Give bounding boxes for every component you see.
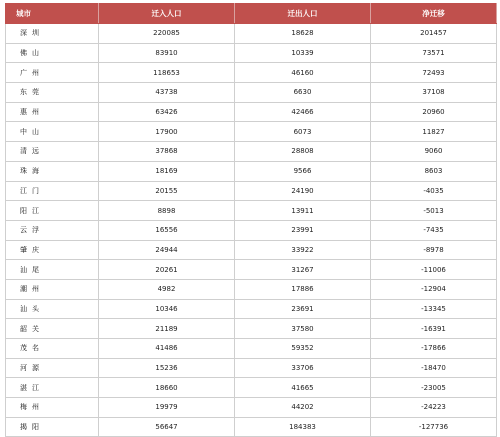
table-header <box>6 4 497 24</box>
net-cell: -7435 <box>371 220 497 240</box>
city-cell: 佛山 <box>6 43 99 63</box>
out-cell: 6073 <box>235 122 371 142</box>
out-cell: 10339 <box>235 43 371 63</box>
table-row <box>6 417 497 437</box>
in-cell: 24944 <box>99 240 235 260</box>
net-cell: 9060 <box>371 142 497 162</box>
in-cell: 15236 <box>99 358 235 378</box>
out-cell: 44202 <box>235 398 371 418</box>
city-cell: 韶关 <box>6 319 99 339</box>
table-row <box>6 398 497 418</box>
in-cell: 8898 <box>99 201 235 221</box>
out-cell: 31267 <box>235 260 371 280</box>
city-cell: 惠州 <box>6 102 99 122</box>
out-cell: 23691 <box>235 299 371 319</box>
table-body <box>6 24 497 437</box>
header-row <box>6 4 497 24</box>
in-cell: 220085 <box>99 24 235 44</box>
net-cell: 37108 <box>371 83 497 103</box>
out-cell: 46160 <box>235 63 371 83</box>
city-cell: 江门 <box>6 181 99 201</box>
out-cell: 42466 <box>235 102 371 122</box>
city-cell: 广州 <box>6 63 99 83</box>
net-cell: 11827 <box>371 122 497 142</box>
in-cell: 56647 <box>99 417 235 437</box>
table-row <box>6 161 497 181</box>
in-cell: 10346 <box>99 299 235 319</box>
out-cell: 24190 <box>235 181 371 201</box>
in-cell: 18660 <box>99 378 235 398</box>
city-cell: 东莞 <box>6 83 99 103</box>
out-cell: 13911 <box>235 201 371 221</box>
city-cell: 汕尾 <box>6 260 99 280</box>
city-cell: 梅州 <box>6 398 99 418</box>
in-cell: 83910 <box>99 43 235 63</box>
table-row <box>6 339 497 359</box>
city-cell: 湛江 <box>6 378 99 398</box>
net-cell: -5013 <box>371 201 497 221</box>
city-cell: 清远 <box>6 142 99 162</box>
table-row <box>6 201 497 221</box>
city-cell: 云浮 <box>6 220 99 240</box>
table-row <box>6 358 497 378</box>
city-cell: 潮州 <box>6 279 99 299</box>
table-row <box>6 299 497 319</box>
table-row <box>6 260 497 280</box>
in-cell: 20261 <box>99 260 235 280</box>
net-cell: 20960 <box>371 102 497 122</box>
header-city: 城市 <box>6 4 99 24</box>
in-cell: 20155 <box>99 181 235 201</box>
net-cell: 8603 <box>371 161 497 181</box>
city-cell: 肇庆 <box>6 240 99 260</box>
in-cell: 21189 <box>99 319 235 339</box>
city-cell: 深圳 <box>6 24 99 44</box>
city-cell: 河源 <box>6 358 99 378</box>
net-cell: -18470 <box>371 358 497 378</box>
table-row <box>6 43 497 63</box>
table-row <box>6 181 497 201</box>
net-cell: 72493 <box>371 63 497 83</box>
in-cell: 4982 <box>99 279 235 299</box>
out-cell: 59352 <box>235 339 371 359</box>
net-cell: -24223 <box>371 398 497 418</box>
migration-table-container <box>5 3 496 437</box>
header-net: 净迁移 <box>371 4 497 24</box>
header-out: 迁出人口 <box>235 4 371 24</box>
net-cell: 73571 <box>371 43 497 63</box>
out-cell: 37580 <box>235 319 371 339</box>
out-cell: 28808 <box>235 142 371 162</box>
net-cell: -11006 <box>371 260 497 280</box>
city-cell: 揭阳 <box>6 417 99 437</box>
net-cell: -8978 <box>371 240 497 260</box>
table-row <box>6 220 497 240</box>
city-cell: 珠海 <box>6 161 99 181</box>
net-cell: -12904 <box>371 279 497 299</box>
out-cell: 9566 <box>235 161 371 181</box>
header-in: 迁入人口 <box>99 4 235 24</box>
table-row <box>6 279 497 299</box>
in-cell: 63426 <box>99 102 235 122</box>
out-cell: 17886 <box>235 279 371 299</box>
out-cell: 33706 <box>235 358 371 378</box>
city-cell: 茂名 <box>6 339 99 359</box>
net-cell: -13345 <box>371 299 497 319</box>
out-cell: 6630 <box>235 83 371 103</box>
table-row <box>6 83 497 103</box>
city-cell: 阳江 <box>6 201 99 221</box>
in-cell: 16556 <box>99 220 235 240</box>
net-cell: -4035 <box>371 181 497 201</box>
in-cell: 17900 <box>99 122 235 142</box>
net-cell: -23005 <box>371 378 497 398</box>
net-cell: -16391 <box>371 319 497 339</box>
net-cell: -17866 <box>371 339 497 359</box>
in-cell: 41486 <box>99 339 235 359</box>
table-row <box>6 319 497 339</box>
city-cell: 中山 <box>6 122 99 142</box>
table-row <box>6 378 497 398</box>
out-cell: 41665 <box>235 378 371 398</box>
in-cell: 19979 <box>99 398 235 418</box>
out-cell: 23991 <box>235 220 371 240</box>
table-row <box>6 102 497 122</box>
table-row <box>6 63 497 83</box>
migration-table <box>5 3 497 437</box>
city-cell: 汕头 <box>6 299 99 319</box>
in-cell: 37868 <box>99 142 235 162</box>
table-row <box>6 122 497 142</box>
table-row <box>6 240 497 260</box>
net-cell: -127736 <box>371 417 497 437</box>
out-cell: 184383 <box>235 417 371 437</box>
table-row <box>6 142 497 162</box>
net-cell: 201457 <box>371 24 497 44</box>
in-cell: 118653 <box>99 63 235 83</box>
in-cell: 43738 <box>99 83 235 103</box>
in-cell: 18169 <box>99 161 235 181</box>
out-cell: 33922 <box>235 240 371 260</box>
table-row <box>6 24 497 44</box>
out-cell: 18628 <box>235 24 371 44</box>
